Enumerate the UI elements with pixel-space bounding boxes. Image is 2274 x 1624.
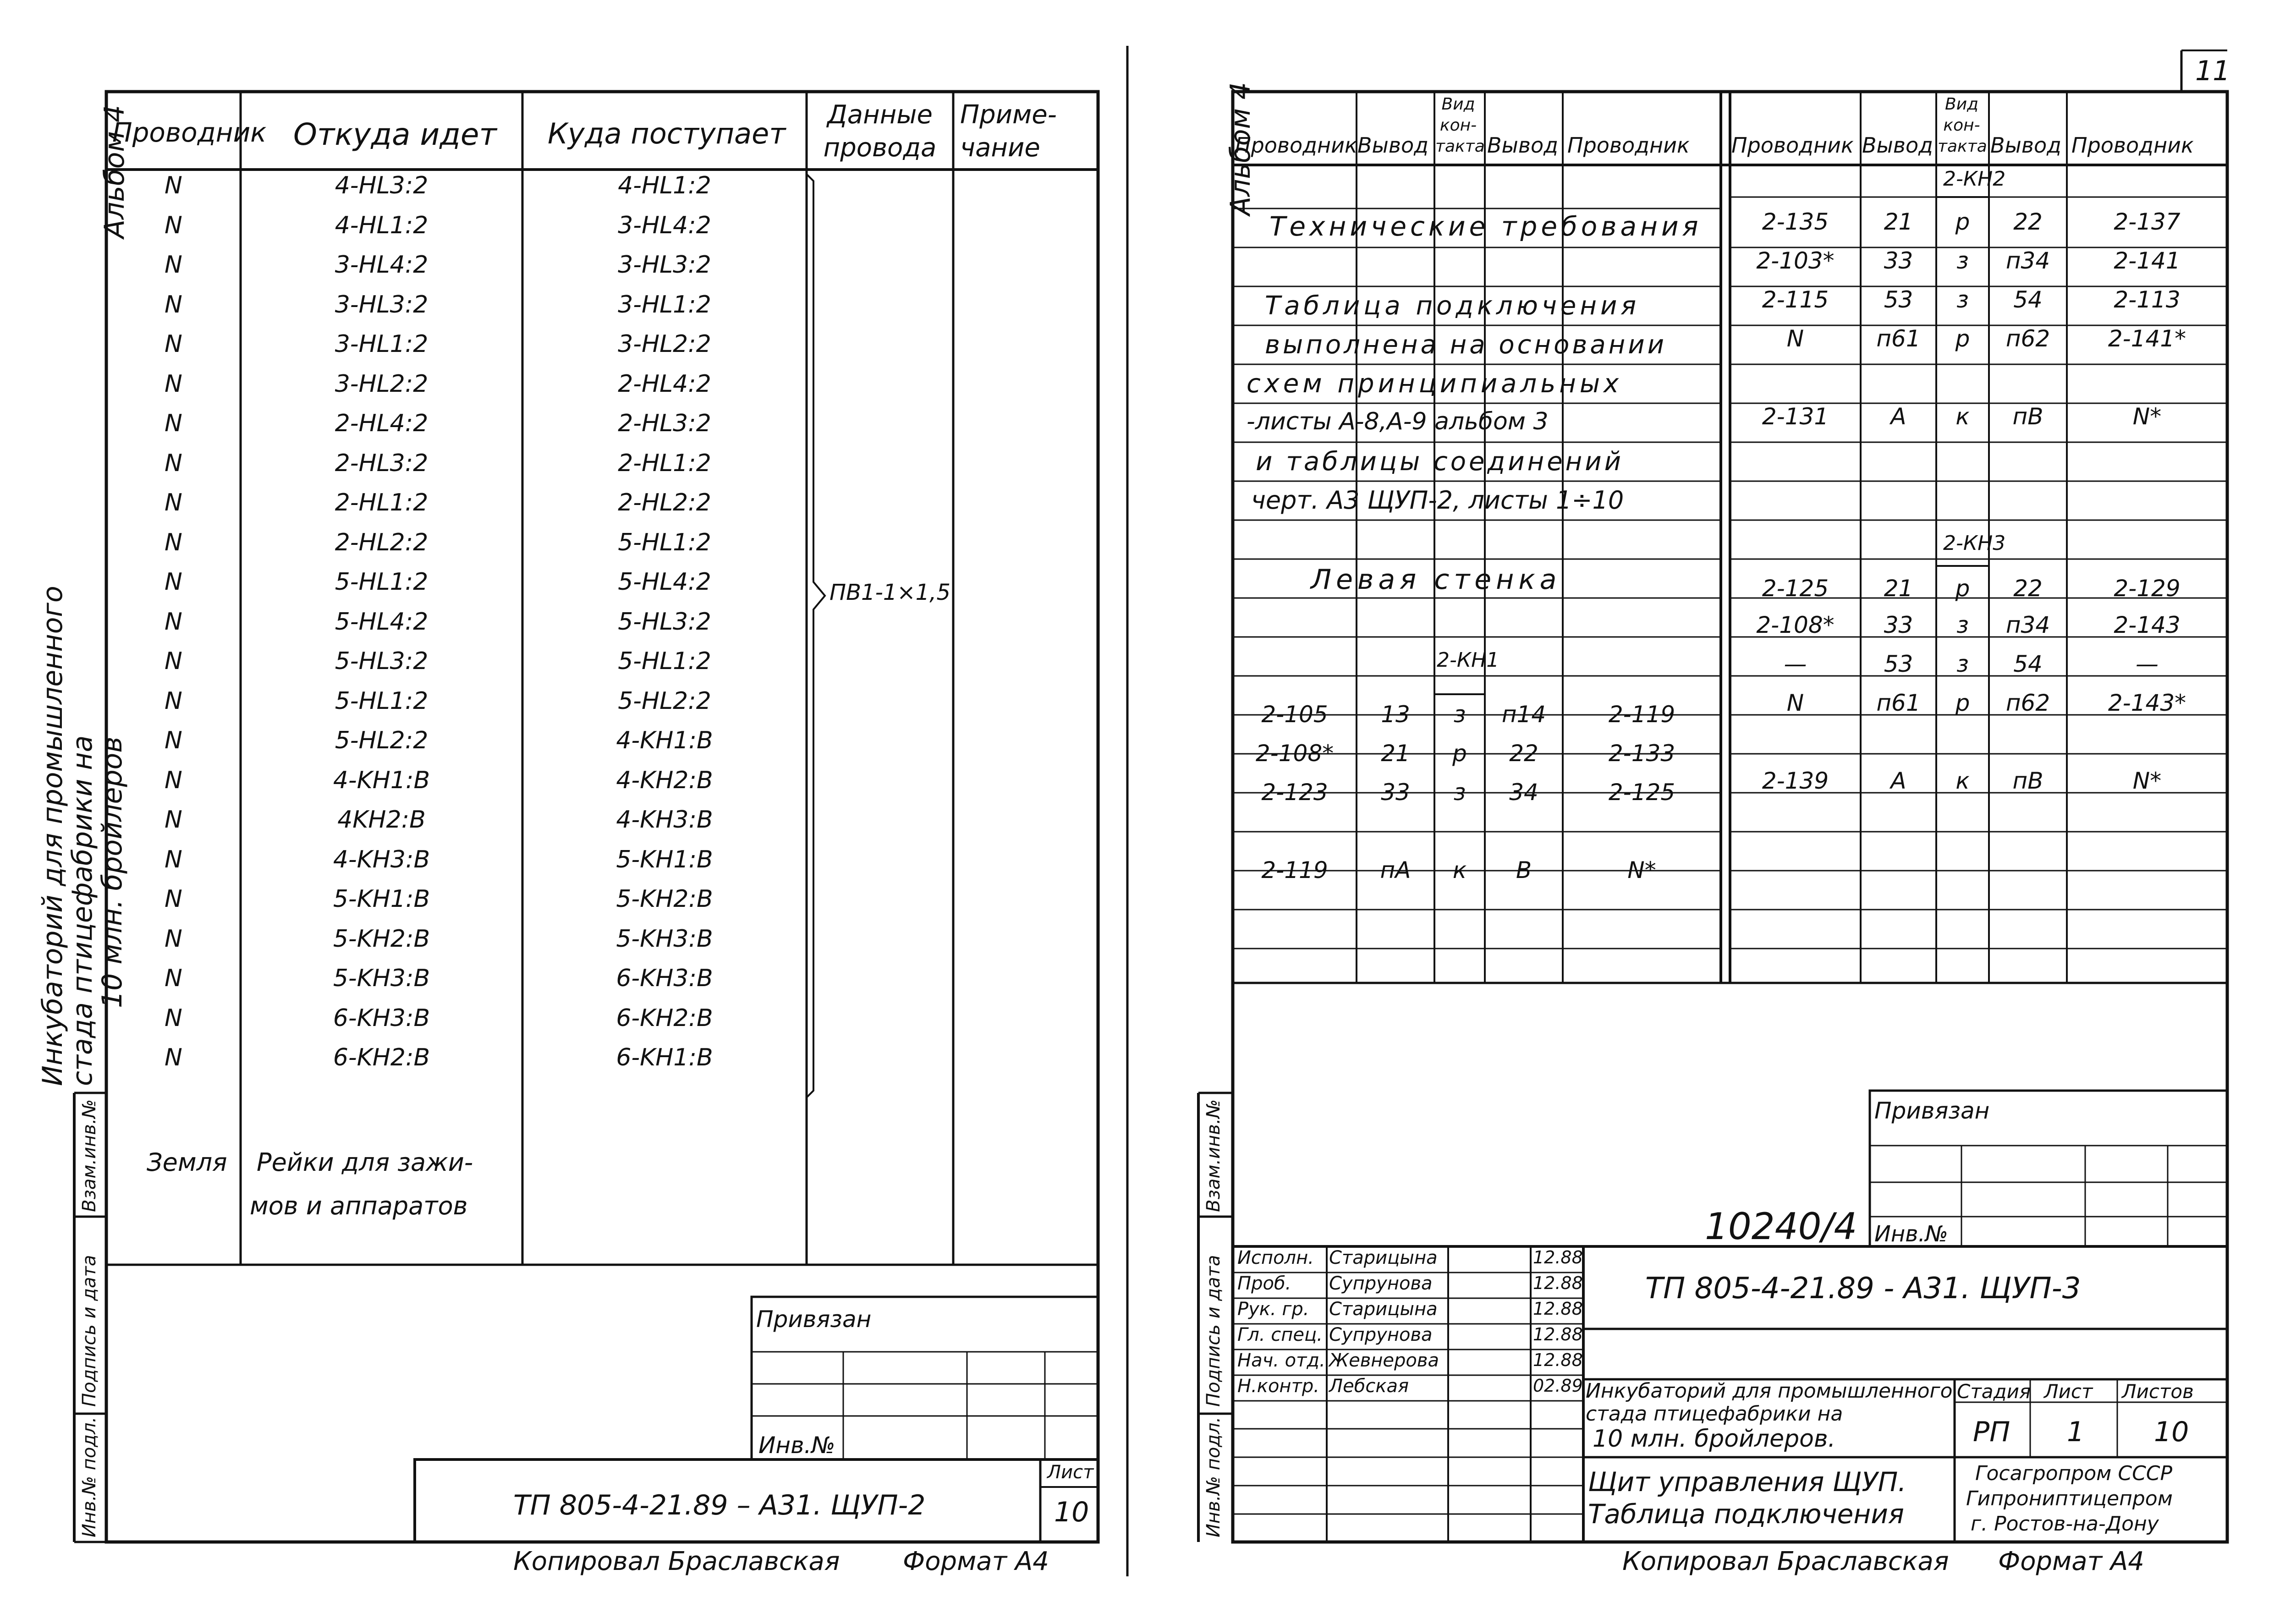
left-row-conductor: N xyxy=(165,568,182,596)
right-page-number: 11 xyxy=(2195,55,2230,87)
right-doc-title-1: Щит управления ЩУП. xyxy=(1588,1466,1906,1498)
left-row-to: 3-HL3:2 xyxy=(618,251,711,279)
right-inv-no: Инв.№ xyxy=(1874,1221,1948,1247)
right-right-cell: 22 xyxy=(2013,575,2043,602)
left-list-no: 10 xyxy=(1054,1496,1089,1528)
left-row-conductor: N xyxy=(165,330,182,358)
left-row-conductor: N xyxy=(165,925,182,953)
right-left-cell: з xyxy=(1453,779,1466,806)
right-right-cell: 22 xyxy=(2013,208,2043,235)
right-right-cell: — xyxy=(2136,651,2159,677)
right-right-cell: 2-125 xyxy=(1762,575,1829,602)
signature-role: Проб. xyxy=(1237,1273,1291,1294)
right-right-cell: пВ xyxy=(2012,403,2043,430)
right-left-cell: 2-123 xyxy=(1261,779,1328,806)
right-right-cell: к xyxy=(1955,403,1970,430)
left-wire-data: ПВ1-1×1,5 xyxy=(829,580,950,605)
signature-date: 12.88 xyxy=(1533,1273,1583,1293)
right-right-cell: к xyxy=(1955,768,1970,794)
right-right-cell: А xyxy=(1890,768,1906,794)
right-right-cell: 53 xyxy=(1884,286,1913,313)
left-row-from: 5-HL1:2 xyxy=(335,687,428,715)
left-header-note: Приме- чание xyxy=(960,100,1057,163)
right-sheet: 1 xyxy=(2067,1416,2085,1448)
left-row-conductor: N xyxy=(165,251,182,279)
left-row-to: 4-KH3:B xyxy=(616,806,713,834)
right-right-cell: 2-115 xyxy=(1762,286,1829,313)
right-h-type-2: Вид кон- такта xyxy=(1938,95,1987,156)
left-row-from: 6-KH3:B xyxy=(333,1004,430,1032)
right-album-label: Альбом 4 xyxy=(1225,82,1257,215)
left-code: ТП 805-4-21.89 – А31. ЩУП-2 xyxy=(513,1489,926,1521)
right-right-cell: п34 xyxy=(2005,612,2050,638)
left-list-label: Лист xyxy=(1047,1462,1094,1483)
left-row-from: 5-HL4:2 xyxy=(335,608,428,636)
right-left-cell: 2-119 xyxy=(1608,701,1675,728)
right-h-type-1: Вид кон- такта xyxy=(1435,95,1485,156)
right-right-cell: 2-137 xyxy=(2114,208,2181,235)
right-left-cell: р xyxy=(1452,740,1467,767)
right-h-conductor-1: Проводник xyxy=(1235,133,1357,158)
left-row-from: 4-KH1:B xyxy=(333,766,430,794)
left-row-to: 2-HL2:2 xyxy=(618,489,711,516)
right-right-cell: 21 xyxy=(1884,575,1913,602)
right-left-cell: пА xyxy=(1380,857,1411,883)
right-org-3: г. Ростов-на-Дону xyxy=(1971,1512,2159,1536)
right-note-5: и таблицы соединений xyxy=(1256,447,1624,477)
left-row-from: 3-HL3:2 xyxy=(335,291,428,318)
left-row-from: 3-HL4:2 xyxy=(335,251,428,279)
right-code: ТП 805-4-21.89 - А31. ЩУП-3 xyxy=(1645,1272,2081,1306)
right-right-cell: п61 xyxy=(1876,690,1921,716)
right-left-cell: 33 xyxy=(1381,779,1410,806)
right-stage-label: Стадия xyxy=(1957,1380,2031,1403)
right-group-2: 2-КН3 xyxy=(1943,532,2006,555)
right-right-cell: — xyxy=(1784,651,1807,677)
signature-name: Старицына xyxy=(1329,1299,1438,1320)
left-row-from: 2-HL1:2 xyxy=(335,489,428,516)
right-group-1: 2-КН2 xyxy=(1943,167,2006,191)
left-row-to: 5-HL2:2 xyxy=(618,687,711,715)
left-row-conductor: N xyxy=(165,766,182,794)
right-h-pin-1: Вывод xyxy=(1357,133,1428,158)
left-album-label: Альбом 4 xyxy=(99,105,131,238)
left-row-conductor: N xyxy=(165,845,182,873)
left-earth-from-1: Рейки для зажи- xyxy=(257,1148,473,1177)
left-row-to: 4-HL1:2 xyxy=(618,172,711,199)
left-row-conductor: N xyxy=(165,885,182,913)
right-right-cell: 2-141* xyxy=(2108,325,2186,352)
right-left-group: 2-КН1 xyxy=(1437,648,1500,672)
left-side-title-2: стада птицефабрики на xyxy=(66,735,99,1086)
right-right-cell: N* xyxy=(2132,768,2162,794)
left-row-to: 6-KH2:B xyxy=(616,1004,713,1032)
right-footer-format: Формат А4 xyxy=(1998,1547,2144,1576)
right-note-2: выполнена на основании xyxy=(1265,330,1667,360)
right-right-cell: п62 xyxy=(2005,325,2050,352)
left-row-conductor: N xyxy=(165,291,182,318)
right-org-2: Гипрониптицепром xyxy=(1966,1487,2173,1510)
right-right-cell: 21 xyxy=(1884,208,1913,235)
left-row-to: 6-KH3:B xyxy=(616,965,713,992)
left-side-title-1: Инкубаторий для промышленного xyxy=(37,586,69,1086)
left-row-conductor: N xyxy=(165,806,182,834)
right-right-cell: 2-103* xyxy=(1756,247,1835,274)
left-privyazan: Привязан xyxy=(756,1306,872,1333)
left-row-from: 2-HL2:2 xyxy=(335,528,428,556)
right-right-cell: р xyxy=(1955,208,1970,235)
signature-role: Нач. отд. xyxy=(1237,1350,1325,1371)
right-stamp-sign: Подпись и дата xyxy=(1203,1255,1224,1407)
left-row-to: 3-HL1:2 xyxy=(618,291,711,318)
right-note-4: -листы А-8,А-9 альбом 3 xyxy=(1247,408,1549,435)
signature-role: Рук. гр. xyxy=(1237,1299,1309,1320)
left-header-to: Куда поступает xyxy=(548,117,786,150)
left-row-to: 4-KH2:B xyxy=(616,766,713,794)
right-right-cell: пВ xyxy=(2012,768,2043,794)
right-left-cell: 2-119 xyxy=(1261,857,1328,883)
left-row-from: 4-HL3:2 xyxy=(335,172,428,199)
right-right-cell: 2-143* xyxy=(2108,690,2186,716)
right-left-cell: 2-105 xyxy=(1261,701,1328,728)
left-row-from: 4-HL1:2 xyxy=(335,211,428,239)
left-row-from: 4-KH3:B xyxy=(333,845,430,873)
right-left-cell: 21 xyxy=(1381,740,1410,767)
right-left-cell: 34 xyxy=(1509,779,1538,806)
left-row-from: 6-KH2:B xyxy=(333,1044,430,1071)
left-row-to: 2-HL4:2 xyxy=(618,370,711,398)
right-org-1: Госагропром СССР xyxy=(1975,1462,2173,1485)
right-note-0: Технические требования xyxy=(1269,211,1702,242)
left-row-conductor: N xyxy=(165,727,182,754)
right-h-conductor-2: Проводник xyxy=(1567,133,1690,158)
right-h-pin-2: Вывод xyxy=(1487,133,1558,158)
left-row-to: 2-HL1:2 xyxy=(618,449,711,477)
left-stamp-replace: Взам.инв.№ xyxy=(79,1099,100,1212)
right-right-cell: п62 xyxy=(2005,690,2050,716)
right-right-cell: 2-141 xyxy=(2114,247,2181,274)
signature-name: Лебская xyxy=(1329,1376,1409,1397)
left-row-conductor: N xyxy=(165,1004,182,1032)
right-right-cell: 33 xyxy=(1884,247,1913,274)
right-right-cell: 2-113 xyxy=(2114,286,2181,313)
left-row-to: 4-KH1:B xyxy=(616,727,713,754)
right-stage: РП xyxy=(1973,1416,2010,1448)
right-note-6: черт. А3 ЩУП-2, листы 1÷10 xyxy=(1251,486,1624,515)
left-row-from: 5-KH1:B xyxy=(333,885,430,913)
left-row-to: 5-HL1:2 xyxy=(618,528,711,556)
right-right-cell: 33 xyxy=(1884,612,1913,638)
right-right-cell: А xyxy=(1890,403,1906,430)
left-row-to: 5-KH2:B xyxy=(616,885,713,913)
right-right-cell: р xyxy=(1955,575,1970,602)
right-right-cell: з xyxy=(1956,651,1969,677)
right-right-cell: 54 xyxy=(2013,286,2043,313)
signature-role: Н.контр. xyxy=(1237,1376,1319,1397)
right-note-1: Таблица подключения xyxy=(1265,291,1640,321)
left-row-from: 3-HL2:2 xyxy=(335,370,428,398)
right-right-cell: з xyxy=(1956,247,1969,274)
right-right-cell: з xyxy=(1956,286,1969,313)
left-row-to: 3-HL2:2 xyxy=(618,330,711,358)
signature-role: Гл. спец. xyxy=(1237,1324,1323,1345)
right-right-cell: 2-135 xyxy=(1762,208,1829,235)
right-right-cell: 2-129 xyxy=(2114,575,2181,602)
left-footer-format: Формат А4 xyxy=(903,1547,1049,1576)
right-left-cell: 2-133 xyxy=(1608,740,1675,767)
right-note-3: схем принципиальных xyxy=(1247,369,1623,399)
left-row-conductor: N xyxy=(165,370,182,398)
left-stamp-sign: Подпись и дата xyxy=(79,1255,100,1407)
right-right-cell: п34 xyxy=(2005,247,2050,274)
left-row-to: 5-KH3:B xyxy=(616,925,713,953)
left-row-conductor: N xyxy=(165,489,182,516)
right-sheets: 10 xyxy=(2154,1416,2189,1448)
left-row-conductor: N xyxy=(165,172,182,199)
signature-name: Супрунова xyxy=(1329,1324,1433,1345)
signature-date: 12.88 xyxy=(1533,1350,1583,1370)
right-h-pin-4: Вывод xyxy=(1990,133,2061,158)
left-footer-copy: Копировал Браславская xyxy=(513,1547,840,1576)
left-row-conductor: N xyxy=(165,1044,182,1071)
right-right-cell: р xyxy=(1955,325,1970,352)
right-left-cell: 2-108* xyxy=(1255,740,1334,767)
left-row-conductor: N xyxy=(165,211,182,239)
signature-name: Супрунова xyxy=(1329,1273,1433,1294)
right-right-cell: з xyxy=(1956,612,1969,638)
right-h-pin-3: Вывод xyxy=(1862,133,1933,158)
left-side-title-3: 10 млн. бройлеров xyxy=(96,736,128,1008)
right-left-cell: з xyxy=(1453,701,1466,728)
left-row-conductor: N xyxy=(165,528,182,556)
left-row-to: 3-HL4:2 xyxy=(618,211,711,239)
left-row-to: 5-HL4:2 xyxy=(618,568,711,596)
left-row-to: 5-HL1:2 xyxy=(618,647,711,675)
left-earth-conductor: Земля xyxy=(147,1148,227,1177)
signature-date: 12.88 xyxy=(1533,1324,1583,1344)
left-row-to: 6-KH1:B xyxy=(616,1044,713,1071)
right-right-cell: 2-108* xyxy=(1756,612,1835,638)
right-right-cell: N xyxy=(1786,690,1804,716)
right-stamp-replace: Взам.инв.№ xyxy=(1203,1099,1224,1212)
right-footer-copy: Копировал Браславская xyxy=(1622,1547,1949,1576)
signature-date: 12.88 xyxy=(1533,1247,1583,1267)
right-left-cell: п14 xyxy=(1501,701,1546,728)
right-doc-title-2: Таблица подключения xyxy=(1588,1498,1904,1530)
left-row-conductor: N xyxy=(165,410,182,437)
right-left-cell: В xyxy=(1516,857,1532,883)
left-row-to: 5-KH1:B xyxy=(616,845,713,873)
left-row-from: 5-HL3:2 xyxy=(335,647,428,675)
right-right-cell: N xyxy=(1786,325,1804,352)
left-header-from: Откуда идет xyxy=(293,117,497,152)
left-row-conductor: N xyxy=(165,965,182,992)
right-note-7: Левая стенка xyxy=(1311,564,1561,596)
left-inv-no: Инв.№ xyxy=(758,1432,835,1459)
right-h-conductor-3: Проводник xyxy=(1731,133,1854,158)
left-row-from: 2-HL3:2 xyxy=(335,449,428,477)
left-row-conductor: N xyxy=(165,647,182,675)
right-right-cell: 2-143 xyxy=(2114,612,2181,638)
signature-role: Исполн. xyxy=(1237,1247,1314,1268)
right-left-cell: 2-125 xyxy=(1608,779,1675,806)
right-right-cell: 54 xyxy=(2013,651,2043,677)
right-drawing-number: 10240/4 xyxy=(1705,1205,1857,1248)
left-row-from: 3-HL1:2 xyxy=(335,330,428,358)
right-left-cell: 13 xyxy=(1381,701,1410,728)
right-left-cell: N* xyxy=(1627,857,1656,883)
signature-date: 02.89 xyxy=(1533,1376,1583,1396)
right-object-3: 10 млн. бройлеров. xyxy=(1593,1425,1836,1453)
left-stamp-inv: Инв.№ подл. xyxy=(79,1416,100,1537)
left-row-from: 5-HL1:2 xyxy=(335,568,428,596)
left-row-from: 5-KH3:B xyxy=(333,965,430,992)
right-right-cell: 53 xyxy=(1884,651,1913,677)
right-right-cell: 2-131 xyxy=(1762,403,1829,430)
signature-name: Старицына xyxy=(1329,1247,1438,1268)
right-right-cell: N* xyxy=(2132,403,2162,430)
left-row-from: 2-HL4:2 xyxy=(335,410,428,437)
right-stamp-inv: Инв.№ подл. xyxy=(1203,1416,1224,1537)
signature-name: Жевнерова xyxy=(1329,1350,1439,1371)
right-right-cell: 2-139 xyxy=(1762,768,1829,794)
right-left-cell: 22 xyxy=(1509,740,1538,767)
left-row-conductor: N xyxy=(165,608,182,636)
left-row-conductor: N xyxy=(165,449,182,477)
right-sheet-label: Лист xyxy=(2044,1380,2093,1403)
left-row-from: 5-KH2:B xyxy=(333,925,430,953)
right-sheets-label: Листов xyxy=(2122,1380,2194,1403)
signature-date: 12.88 xyxy=(1533,1299,1583,1319)
left-row-to: 2-HL3:2 xyxy=(618,410,711,437)
right-object-2: стада птицефабрики на xyxy=(1586,1402,1843,1426)
right-left-cell: к xyxy=(1452,857,1467,883)
left-row-to: 5-HL3:2 xyxy=(618,608,711,636)
right-h-conductor-4: Проводник xyxy=(2071,133,2194,158)
right-right-cell: п61 xyxy=(1876,325,1921,352)
left-header-conductor: Проводник xyxy=(112,117,267,148)
left-header-wire: Данные провода xyxy=(823,100,937,163)
right-privyazan: Привязан xyxy=(1874,1097,1990,1124)
left-row-from: 5-HL2:2 xyxy=(335,727,428,754)
left-earth-from-2: мов и аппаратов xyxy=(250,1191,468,1220)
left-row-from: 4KH2:B xyxy=(337,806,426,834)
right-right-cell: р xyxy=(1955,690,1970,716)
left-row-conductor: N xyxy=(165,687,182,715)
right-object-1: Инкубаторий для промышленного xyxy=(1586,1379,1953,1403)
